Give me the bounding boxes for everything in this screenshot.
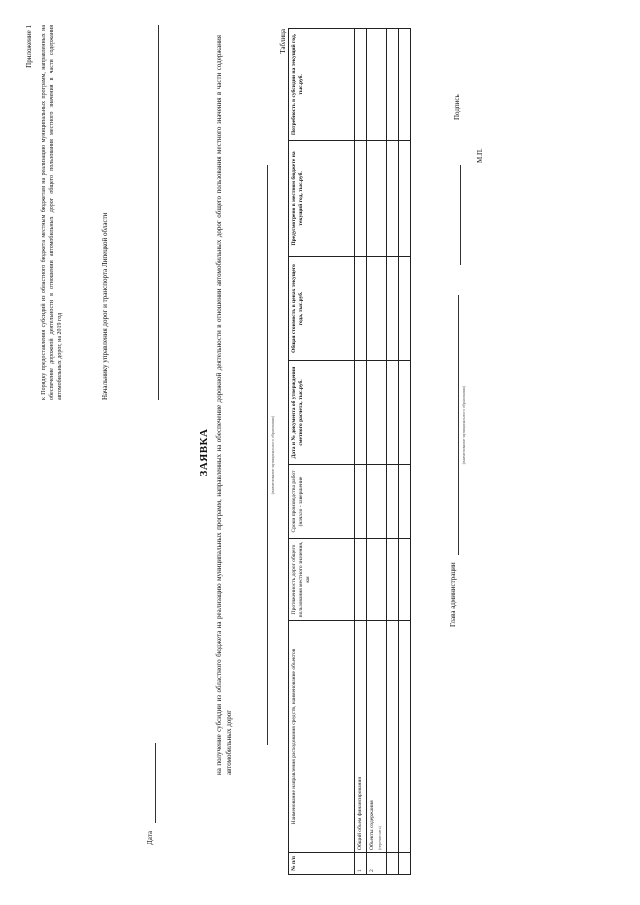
row-number: 1	[355, 853, 367, 875]
header-road-length: Протяженность дорог общего пользования местного значения, км	[289, 539, 355, 621]
table-row	[367, 29, 387, 875]
header-estimate-document: Дата и № документа об утверждении сметного расчета, тыс.руб.	[289, 361, 355, 465]
table-row	[399, 29, 411, 875]
head-municipality-caption: (наименование муниципального образования)	[461, 385, 466, 465]
table-row	[355, 29, 367, 875]
table-header-row	[289, 29, 355, 875]
signature-label: Подпись	[453, 94, 461, 120]
header-total-cost: Общая стоимость в ценах текущего года, тыс.руб.	[289, 257, 355, 361]
row-number: 2	[367, 853, 387, 875]
header-local-budget: Предусмотрено в местном бюджете на текущий год, тыс.руб.	[289, 141, 355, 257]
appendix-label: Приложение 1	[25, 25, 33, 68]
table-label: Таблица	[279, 29, 287, 54]
addressee-underline	[158, 25, 159, 400]
stamp-label: М.П.	[476, 148, 484, 163]
row-subnote: (перечислить)	[377, 826, 382, 850]
row-name-cell	[367, 621, 387, 853]
municipality-caption: (наименование муниципального образования)	[270, 415, 275, 495]
header-expenditure-direction: Наименование направления расходования средств, наименование объектов	[289, 621, 355, 853]
document-subtitle: на получение субсидии из областного бюджета на реализацию муниципальных программ, направленных на обеспечение дорожной деятельности в отношении автомобильных дорог общего пользования местного значения в части содержания автомобильных дорог	[215, 35, 233, 775]
addressee-text: Начальнику управления дорог и транспорта Липецкой области	[101, 212, 109, 400]
application-table	[288, 28, 411, 875]
appendix-text: к Порядку предоставления субсидий из областного бюджета местным бюджетам на реализацию муниципальных программ, направленных на обеспечение дорожной деятельности в отношении автомобильных дорог общего пользования местного значения в части содержания автомобильных дорог, на 2019 год	[41, 25, 63, 400]
date-label: Дата	[146, 831, 154, 845]
document-title: ЗАЯВКА	[198, 428, 210, 477]
header-number: № п/п	[289, 853, 355, 875]
signature-underline	[460, 165, 461, 265]
head-underline	[458, 295, 459, 555]
row-name: Объекты содержания	[369, 800, 375, 850]
date-underline	[155, 743, 156, 823]
header-subsidy-need: Потребность в субсидии на текущий год, тыс.руб.	[289, 29, 355, 141]
table-row	[387, 29, 399, 875]
head-of-administration-label: Глава администрации	[449, 562, 457, 627]
header-work-period: Сроки производства работ (начало - завершение	[289, 465, 355, 539]
row-name: Общий объем финансирования	[355, 621, 367, 853]
municipality-underline	[267, 165, 268, 745]
